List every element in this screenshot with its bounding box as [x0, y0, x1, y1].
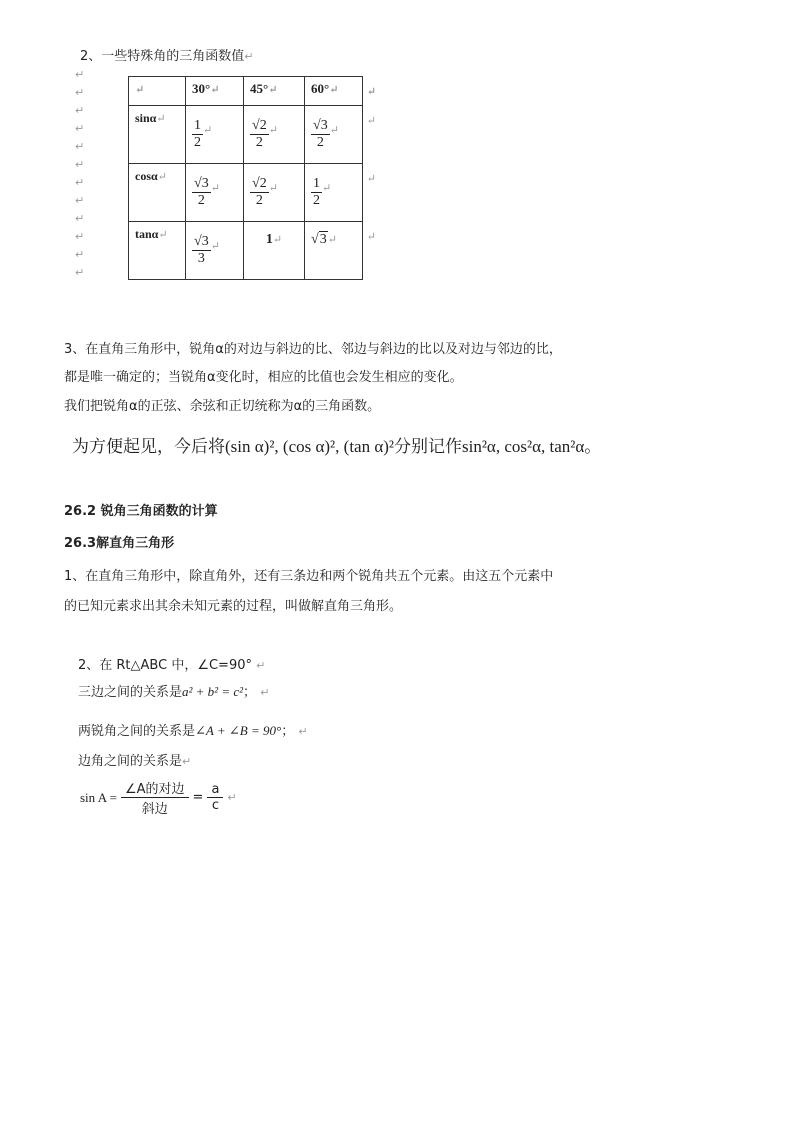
table-cell: √3↵ ↵	[305, 222, 363, 280]
fraction: $\frac{a}{c}$	[207, 782, 223, 813]
paragraph-mark: ↵	[75, 86, 85, 99]
table-header-cell: 60°↵ ↵	[305, 77, 363, 106]
table-row	[129, 106, 363, 164]
paragraph-mark: ↵	[75, 158, 85, 171]
table-header-cell: 45°↵	[244, 77, 305, 106]
paragraph-mark: ↵	[75, 230, 85, 243]
paragraph-mark: ↵	[75, 140, 85, 153]
paragraph-mark: ↵	[75, 266, 85, 279]
paragraph-mark: ↵	[75, 212, 85, 225]
angle-sum-formula: ∠A + ∠B = 90°	[195, 723, 282, 738]
table-header-row	[129, 77, 363, 106]
section-title-text: 2、一些特殊角的三角函数值	[80, 49, 245, 64]
sides-relation: 三边之间的关系是a² + b² = c²； ↵	[78, 684, 270, 700]
row-label-cell: sinα↵	[129, 106, 186, 164]
table-cell: $\frac{√2}{2}$ ↵	[244, 106, 305, 164]
table-cell: $\frac{√3}{2}$ ↵	[186, 164, 244, 222]
text-line: 1、在直角三角形中，除直角外，还有三条边和两个锐角共五个元素。由这五个元素中	[64, 569, 554, 584]
notation-convention: 为方便起见，今后将(sin α)², (cos α)², (tan α)²分别记作sin²α, cos²α, tan²α。	[72, 437, 602, 457]
paragraph-mark: ↵	[75, 68, 85, 81]
text-line: 我们把锐角α的正弦、余弦和正切统称为α的三角函数。	[64, 399, 381, 414]
table-header-cell: 30°↵	[186, 77, 244, 106]
paragraph-mark: ↵	[75, 248, 85, 261]
table-cell: $\frac{1}{2}$ ↵	[186, 106, 244, 164]
row-label-cell: cosα↵	[129, 164, 186, 222]
table-cell: $\frac{√2}{2}$ ↵	[244, 164, 305, 222]
table-row	[129, 222, 363, 280]
side-angle-relation: 边角之间的关系是↵	[78, 754, 192, 769]
heading-26-2: 26.2 锐角三角函数的计算	[64, 504, 218, 519]
table-row	[129, 164, 363, 222]
paragraph-mark: ↵	[75, 194, 85, 207]
math-expression: (sin α)², (cos α)², (tan α)²	[225, 437, 394, 456]
paragraph-mark: ↵	[75, 176, 85, 189]
solve-definition-paragraph	[64, 562, 624, 622]
angles-relation: 两锐角之间的关系是∠A + ∠B = 90°； ↵	[78, 723, 308, 739]
table-cell: 1↵	[244, 222, 305, 280]
text-line: 都是唯一确定的；当锐角α变化时，相应的比值也会发生相应的变化。	[64, 370, 463, 385]
row-label-cell: tanα↵	[129, 222, 186, 280]
text-line: 3、在直角三角形中，锐角α的对边与斜边的比、邻边与斜边的比以及对边与邻边的比，	[64, 342, 562, 357]
table-cell: $\frac{1}{2}$ ↵ ↵	[305, 164, 363, 222]
table-cell: $\frac{√3}{2}$ ↵ ↵	[305, 106, 363, 164]
paragraph-mark: ↵	[75, 122, 85, 135]
section-title	[80, 45, 254, 64]
paragraph-mark: ↵	[75, 104, 85, 117]
trig-values-table	[128, 76, 376, 280]
heading-26-3: 26.3解直角三角形	[64, 536, 175, 551]
point3-paragraph	[64, 336, 624, 392]
fraction: $\frac{\text{∠A的对边}}{\text{斜边}}$	[121, 778, 189, 817]
paragraph-mark: ↵	[244, 50, 254, 63]
text-line: 的已知元素求出其余未知元素的过程，叫做解直角三角形。	[64, 599, 403, 614]
pythagorean-formula: a² + b² = c²	[182, 684, 244, 699]
sine-definition-formula: sin A = $\frac{\text{∠A的对边}}{\text{斜边}}$ = $\frac{a}{c}$ ↵	[80, 778, 237, 817]
math-expression: sin²α, cos²α, tan²α	[462, 437, 585, 456]
table-corner-cell: ↵	[129, 77, 186, 106]
right-triangle-heading: 2、在 Rt△ABC 中，∠C=90° ↵	[78, 658, 266, 673]
table-cell: $\frac{√3}{3}$ ↵	[186, 222, 244, 280]
